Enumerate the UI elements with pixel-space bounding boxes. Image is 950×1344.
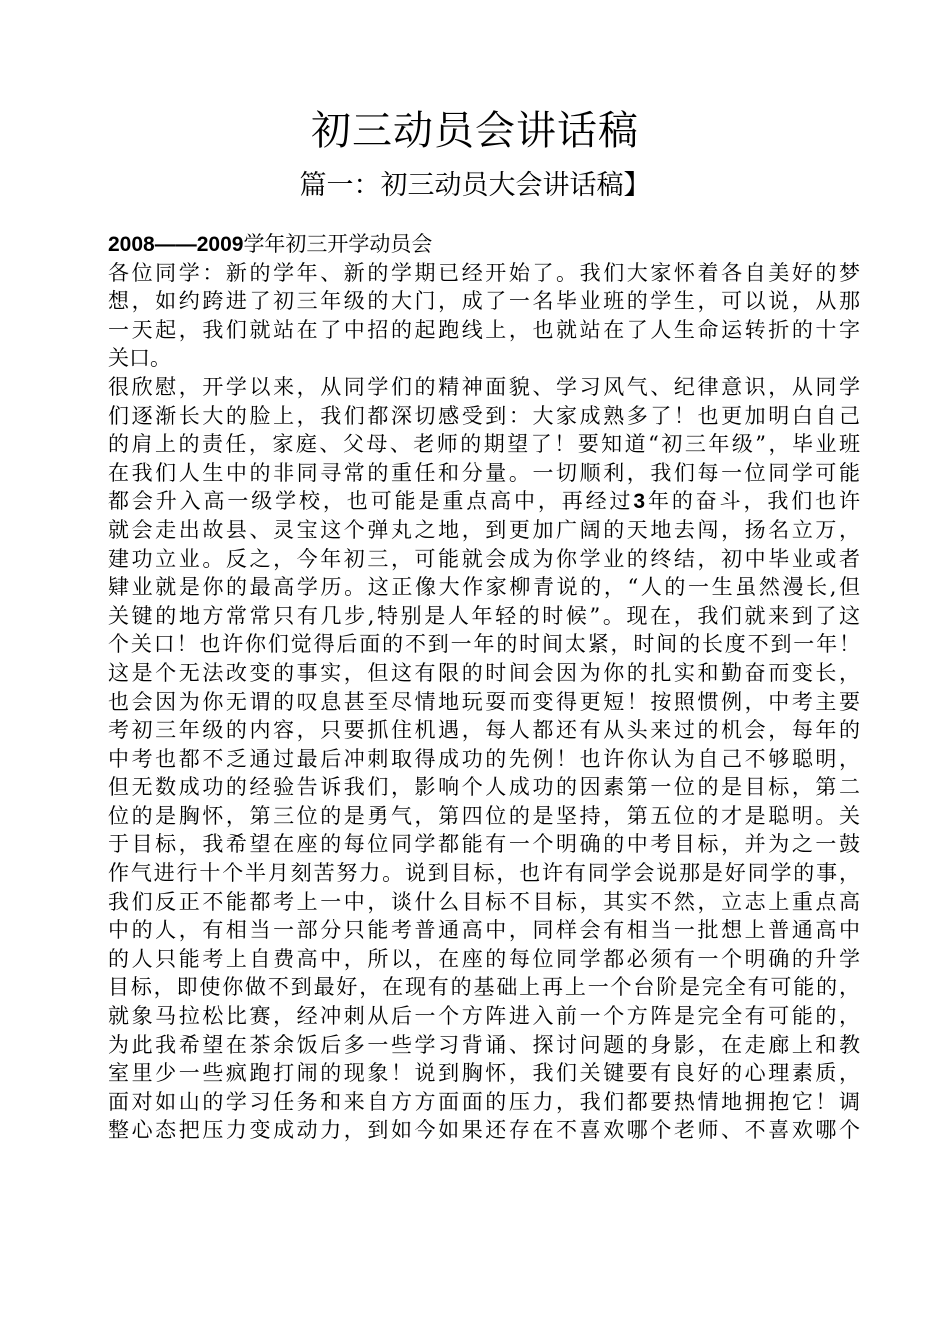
heading-year: 2008——2009 (108, 233, 244, 256)
text-line: 关口。 (108, 346, 171, 371)
paragraph-lines (108, 259, 860, 1145)
text-line: 的人只能考上自费高中，所以，在座的每位同学都必须有一个明确的升学 (108, 946, 860, 971)
text-line: 整心态把压力变成动力，到如今如果还存在不喜欢哪个老师、不喜欢哪个 (108, 1118, 860, 1143)
text-line: 于目标，我希望在座的每位同学都能有一个明确的中考目标，并为之一鼓 (108, 832, 860, 857)
text-line: 个关口！也许你们觉得后面的不到一年的时间太紧，时间的长度不到一年！ (108, 632, 860, 657)
text-line: 考初三年级的内容，只要抓住机遇，每人都还有从头来过的机会，每年的 (108, 718, 860, 743)
text-line: 这是个无法改变的事实，但这有限的时间会因为你的扎实和勤奋而变长， (108, 660, 860, 685)
text-line: 面对如山的学习任务和来自方方面面的压力，我们都要热情地拥抱它！调 (108, 1089, 860, 1114)
text-line: 为此我希望在茶余饭后多一些学习背诵、探讨问题的身影，在走廊上和教 (108, 1032, 860, 1057)
text-line: 们逐渐长大的脸上，我们都深切感受到：大家成熟多了！也更加明白自己 (108, 403, 860, 428)
text-line: 中的人，有相当一部分只能考普通高中，同样会有相当一批想上普通高中 (108, 918, 860, 943)
text-line: 但无数成功的经验告诉我们，影响个人成功的因素第一位的是目标，第二 (108, 775, 860, 800)
text-line: 想，如约跨进了初三年级的大门，成了一名毕业班的学生，可以说，从那 (108, 289, 860, 314)
heading-rest: 学年初三开学动员会 (243, 232, 433, 256)
text-line: 在我们人生中的非同寻常的重任和分量。一切顺利，我们每一位同学可能 (108, 460, 860, 485)
text-line: 建功立业。反之，今年初三，可能就会成为你学业的终结，初中毕业或者 (108, 546, 860, 571)
text-line: 目标，即使你做不到最好，在现有的基础上再上一个台阶是完全有可能的， (108, 975, 860, 1000)
document-title: 初三动员会讲话稿 (311, 108, 639, 154)
text-line: 就象马拉松比赛，经冲刺从后一个方阵进入前一个方阵是完全有可能的， (108, 1004, 860, 1029)
document-body (108, 230, 860, 1145)
text-line: 很欣慰，开学以来，从同学们的精神面貌、学习风气、纪律意识，从同学 (108, 374, 860, 399)
document-subtitle: 篇一：初三动员大会讲话稿】 (299, 170, 651, 201)
text-line: 位的是胸怀，第三位的是勇气，第四位的是坚持，第五位的才是聪明。关 (108, 803, 860, 828)
text-line: 室里少一些疯跑打闹的现象！说到胸怀，我们关键要有良好的心理素质， (108, 1061, 860, 1086)
text-line: 也会因为你无谓的叹息甚至尽情地玩耍而变得更短！按照惯例，中考主要 (108, 689, 860, 714)
text-line: 一天起，我们就站在了中招的起跑线上，也就站在了人生命运转折的十字 (108, 317, 860, 342)
text-line: 都会升入高一级学校，也可能是重点高中，再经过3年的奋斗，我们也许 (108, 489, 860, 514)
text-line: 我们反正不能都考上一中，谈什么目标不目标，其实不然，立志上重点高 (108, 889, 860, 914)
text-line: 关键的地方常常只有几步,特别是人年轻的时候”。现在，我们就来到了这 (108, 603, 860, 628)
text-line: 中考也都不乏通过最后冲刺取得成功的先例！也许你认为自己不够聪明， (108, 746, 860, 771)
text-line: 的肩上的责任，家庭、父母、老师的期望了！要知道“初三年级”，毕业班 (108, 432, 860, 457)
section-heading (108, 230, 860, 259)
text-line: 肄业就是你的最高学历。这正像大作家柳青说的，“人的一生虽然漫长,但 (108, 575, 860, 600)
text-line: 作气进行十个半月刻苦努力。说到目标，也许有同学会说那是好同学的事， (108, 861, 860, 886)
text-line: 各位同学：新的学年、新的学期已经开始了。我们大家怀着各自美好的梦 (108, 260, 860, 285)
text-line: 就会走出故县、灵宝这个弹丸之地，到更加广阔的天地去闯，扬名立万， (108, 517, 860, 542)
